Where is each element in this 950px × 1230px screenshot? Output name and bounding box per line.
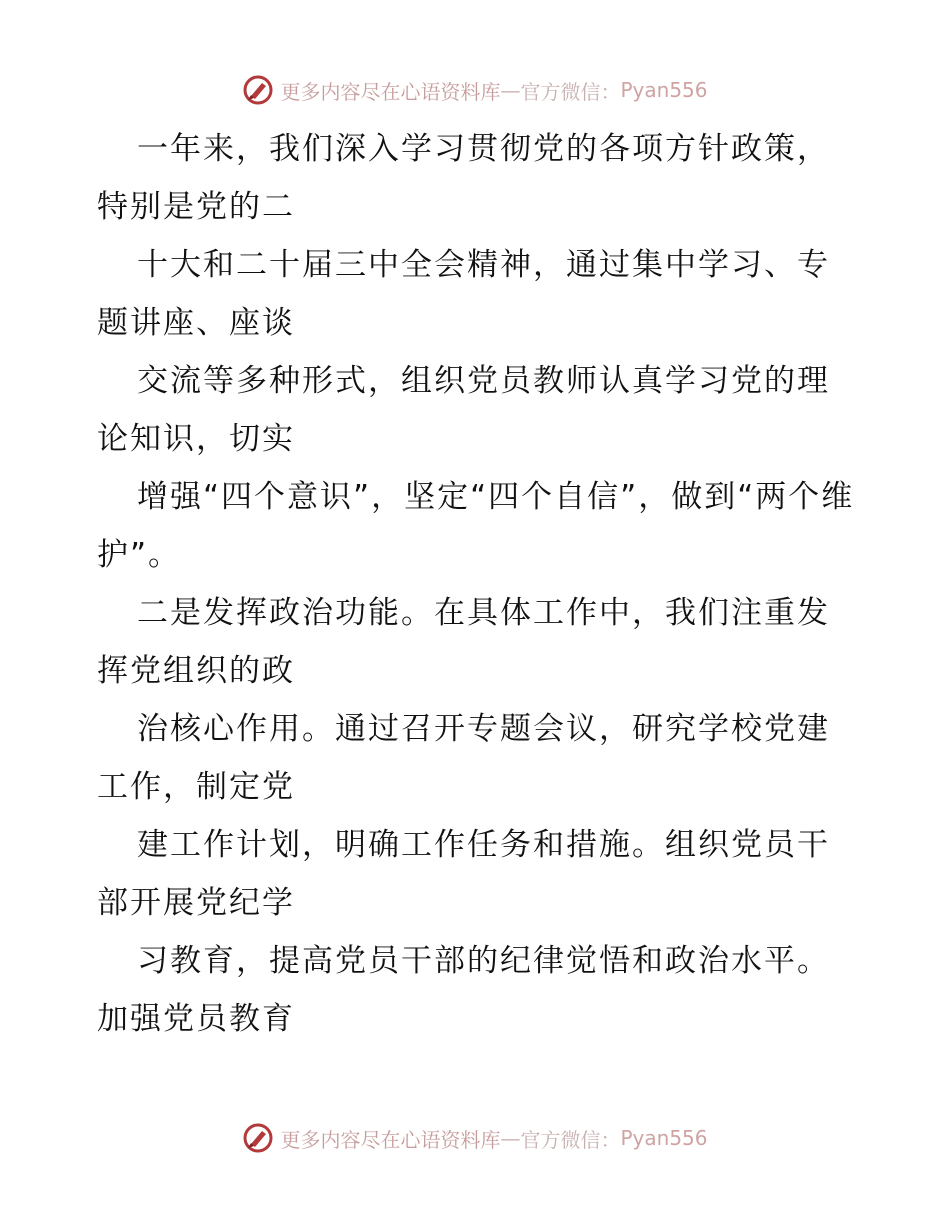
document-body bbox=[97, 120, 857, 1048]
logo-icon bbox=[242, 74, 274, 106]
watermark-wechat-handle: Pyan556 bbox=[620, 1126, 708, 1150]
watermark-separator: — bbox=[500, 78, 521, 102]
footer-watermark bbox=[0, 1122, 950, 1154]
paragraph: 习教育，提高党员干部的纪律觉悟和政治水平。加强党员教育 bbox=[97, 943, 830, 1037]
watermark-site-name: 更多内容尽在心语资料库 bbox=[280, 1127, 501, 1152]
paragraph: 一年来，我们深入学习贯彻党的各项方针政策，特别是党的二 bbox=[97, 131, 830, 225]
paragraph: 建工作计划，明确工作任务和措施。组织党员干部开展党纪学 bbox=[97, 827, 830, 921]
paragraph: 二是发挥政治功能。在具体工作中，我们注重发挥党组织的政 bbox=[97, 595, 830, 689]
paragraph: 增强“四个意识”，坚定“四个自信”，做到“两个维护”。 bbox=[97, 479, 855, 573]
watermark-separator: — bbox=[500, 1126, 521, 1150]
logo-icon bbox=[242, 1122, 274, 1154]
watermark-site-name: 更多内容尽在心语资料库 bbox=[280, 79, 501, 104]
header-watermark bbox=[0, 74, 950, 106]
paragraph: 十大和二十届三中全会精神，通过集中学习、专题讲座、座谈 bbox=[97, 247, 830, 341]
paragraph: 治核心作用。通过召开专题会议，研究学校党建工作，制定党 bbox=[97, 711, 830, 805]
watermark-wechat-label: 官方微信： bbox=[520, 1127, 621, 1152]
paragraph: 交流等多种形式，组织党员教师认真学习党的理论知识，切实 bbox=[97, 363, 830, 457]
watermark-wechat-handle: Pyan556 bbox=[620, 78, 708, 102]
watermark-wechat-label: 官方微信： bbox=[520, 79, 621, 104]
